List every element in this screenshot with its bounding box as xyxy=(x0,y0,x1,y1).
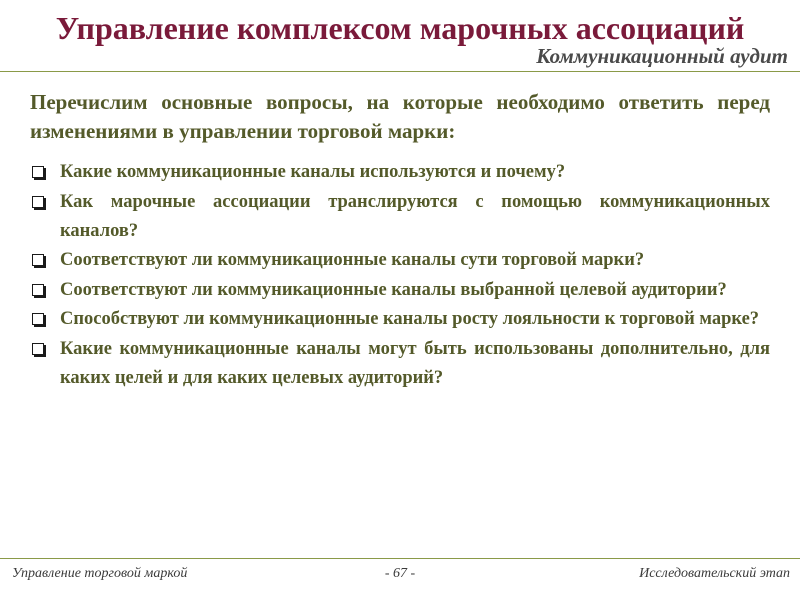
checkbox-bullet-icon xyxy=(32,313,44,325)
slide-content xyxy=(30,88,770,393)
question-item xyxy=(30,335,770,393)
slide-title: Управление комплексом марочных ассоциаций xyxy=(55,10,745,46)
header-divider xyxy=(0,71,800,72)
question-text: Как марочные ассоциации транслируются с помощью коммуникационных каналов? xyxy=(60,191,770,241)
question-item xyxy=(30,276,770,305)
question-item xyxy=(30,188,770,246)
question-text: Соответствуют ли коммуникационные каналы выбранной целевой аудитории? xyxy=(60,279,727,300)
footer-course-name: Управление торговой маркой xyxy=(12,566,188,581)
checkbox-bullet-icon xyxy=(32,254,44,266)
slide-subtitle: Коммуникационный аудит xyxy=(536,44,788,68)
question-text: Соответствуют ли коммуникационные каналы сути торговой марки? xyxy=(60,250,645,270)
intro-text: Перечислим основные вопросы, на которые необходимо ответить перед изменениями в управлении торговой марки: xyxy=(30,90,770,143)
checkbox-bullet-icon xyxy=(32,284,44,296)
question-text: Какие коммуникационные каналы используются и почему? xyxy=(60,162,566,182)
question-item xyxy=(30,305,770,334)
question-text: Какие коммуникационные каналы могут быть использованы дополнительно, для каких целей и для каких целевых аудиторий? xyxy=(60,338,770,388)
questions-list xyxy=(30,158,770,393)
question-item xyxy=(30,246,770,275)
footer-page-number: - 67 - xyxy=(384,566,416,581)
footer-divider xyxy=(0,558,800,559)
checkbox-bullet-icon xyxy=(32,166,44,178)
checkbox-bullet-icon xyxy=(32,196,44,208)
checkbox-bullet-icon xyxy=(32,343,44,355)
question-text: Способствуют ли коммуникационные каналы росту лояльности к торговой марке? xyxy=(60,309,760,329)
question-item xyxy=(30,158,770,187)
footer-section-name: Исследовательский этап xyxy=(639,566,790,581)
